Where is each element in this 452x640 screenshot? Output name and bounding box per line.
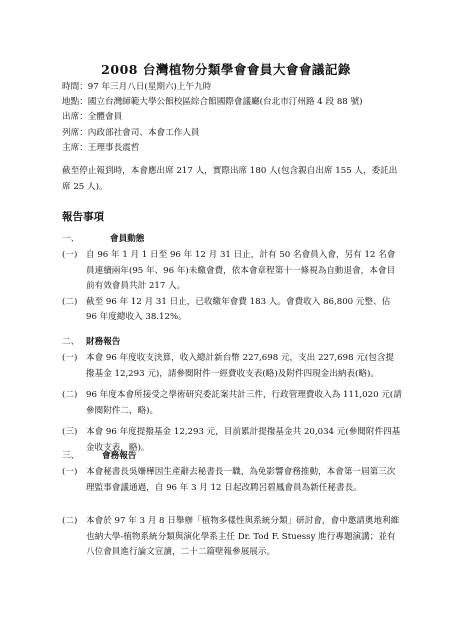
item-text: 自 96 年 1 月 1 日至 96 年 12 月 31 日止，計有 50 名會員入會，另有 12 名會員連續兩年(95 年、96 年)未繳會費，依本會章程第十一條視為自動退會，本會目前有效會員共計 217 人。 <box>86 250 396 292</box>
section-affairs-report <box>62 449 402 561</box>
meeting-observers: 列席：內政部社會司、本會工作人員 <box>62 127 200 138</box>
section-heading-row <box>62 232 402 248</box>
item-number: (三) <box>62 427 78 438</box>
section-title: 財務報告 <box>86 337 121 347</box>
section-number: 二、 <box>62 337 80 347</box>
document-title: 2008 台灣植物分類學會會員大會會議記錄 <box>101 62 351 77</box>
meeting-info <box>62 80 422 156</box>
meeting-time: 時間：97 年三月八日(星期六)上午九時 <box>62 82 212 92</box>
item-number: (一) <box>62 353 78 363</box>
item-text: 本會 96 年度提撥基金 12,293 元，目前累計提撥基金共 20,034 元(參閱附件四基金收支表，略)。 <box>86 427 401 453</box>
section-number: 一、 <box>62 234 80 244</box>
meeting-attendees: 出席：全體會員 <box>62 112 123 123</box>
item-text: 96 年度本會所接受之學術研究委託案共計三件，行政管理費收入為 111,020 元(請參閱附件二，略)。 <box>86 390 402 416</box>
list-item <box>62 248 402 295</box>
section-title: 會員動態 <box>110 234 145 244</box>
item-text: 截至 96 年 12 月 31 日止，已收繳年會費 183 人。會費收入 86,800 元整、佔 96 年度總收入 38.12%。 <box>86 296 391 323</box>
meeting-place: 地點：國立台灣師範大學公館校區綜合館國際會議廳(台北市汀州路 4 段 88 號) <box>62 97 363 108</box>
item-number: (一) <box>62 467 78 477</box>
item-text: 本會於 97 年 3 月 8 日舉辦「植物多樣性與系統分類」研討會，會中邀請奧地利維也納大學-植物系統分類與演化學系主任 Dr. Tod F. Stuessy 進行專題演講；並有八位會員進行論文宣讀，二十二篇壁報參展展示。 <box>86 516 400 558</box>
section-number: 三、 <box>62 451 80 461</box>
reports-heading: 報告事項 <box>62 211 104 223</box>
section-heading-row <box>62 335 402 351</box>
item-number: (二) <box>62 390 78 401</box>
attendance-paragraph: 截至停止報到時，本會應出席 217 人，實際出席 180 人(包含親自出席 155 人，委託出席 25 人)。 <box>62 166 398 192</box>
item-number: (二) <box>62 296 78 307</box>
item-text: 本會 96 年度收支決算，收入總計新台幣 227,698 元，支出 227,698 元(包含提撥基金 12,293 元)，請參閱附件一經費收支表(略)及附件四現金出納表(略)。 <box>86 353 395 379</box>
item-number: (二) <box>62 516 78 527</box>
item-text: 本會秘書長吳姍樺因生產辭去秘書長一職，為免影響會務推動，本會第一屆第三次理監事會議通過，自 96 年 3 月 12 日起改聘呂碧鳳會員為新任秘書長。 <box>86 467 396 493</box>
list-item <box>62 465 402 496</box>
list-item <box>62 351 402 382</box>
list-item <box>62 388 402 419</box>
section-heading-row <box>62 449 402 465</box>
section-title: 會務報告 <box>102 451 137 461</box>
list-item <box>62 514 402 561</box>
section-finance-report <box>62 335 402 457</box>
list-item <box>62 295 402 326</box>
section-member-status <box>62 232 402 326</box>
item-number: (一) <box>62 250 78 260</box>
meeting-chair: 主席：王理事長震哲 <box>62 142 140 153</box>
